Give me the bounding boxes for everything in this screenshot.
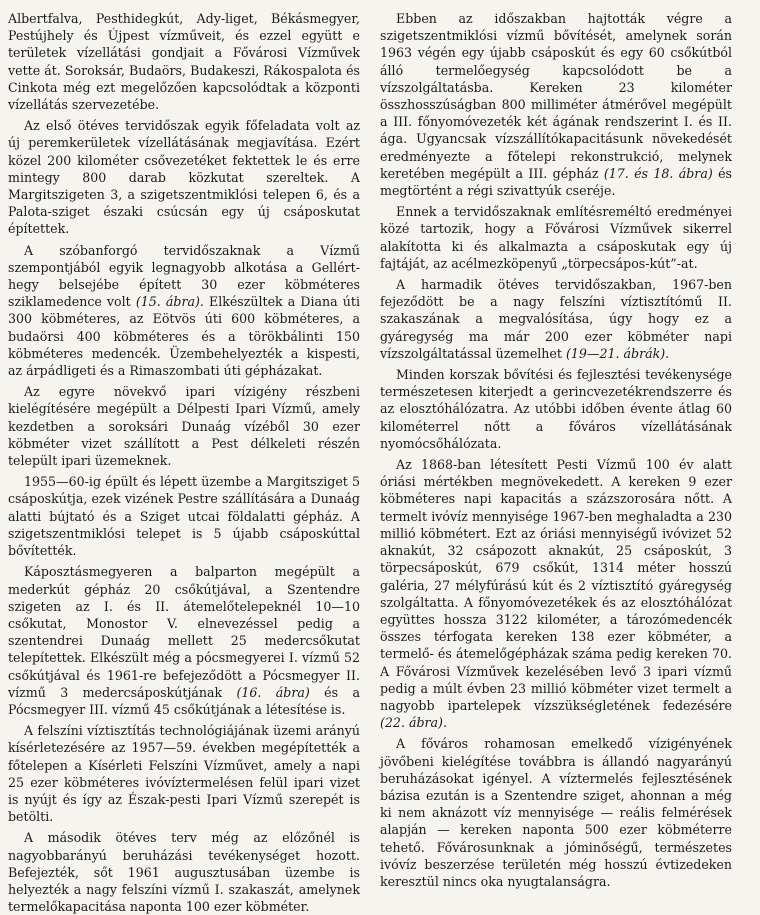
left-column	[8, 10, 360, 915]
paragraph: Albertfalva, Pesthidegkút, Ady-liget, Békásmegyer, Pestújhely és Újpest vízműveit, és ezzel együtt e területek vízellátási gondjait a Fővárosi Vízművek vette át. Soroksár, Budaörs, Budakeszi, Rákospalota és Cinkota még ezt megelőzően kapcsolódtak a központi vízellátás szervezetébe.	[8, 11, 360, 113]
paragraph: A második ötéves terv még az előzőnél is nagyobbarányú beruházási tevékenységet hozott. Befejezték, sőt 1961 augusztusában üzembe is helyezték a nagy felszíni vízmű I. szakaszát, amelynek termelőkapacitása naponta 100 ezer köbméter.	[8, 830, 360, 915]
paragraph: Ennek a tervidőszaknak említésreméltó eredményei közé tartozik, hogy a Fővárosi Vízművek sikerrel alakította ki és alkalmazta a csáposkutak egy új fajtáját, az acélmezköpenyű „törpecsápos-kút”-at.	[380, 204, 732, 271]
figure-reference: (19—21. ábrák)	[565, 345, 666, 361]
paragraph: Ebben az időszakban hajtották végre a szigetszentmiklósi vízmű bővítését, amelynek során 1963 végén egy újabb csáposkút és egy 60 csőkútból álló termelőegység kapcsolódott be a vízszolgáltatásba. Kereken 23 kilométer összhosszúságban 800 milliméter átmérővel megépült a III. főnyomóvezeték két ágának rendszerint I. és II. ága. Ugyancsak vízszállítókapacitásunk növekedését eredményezte a főtelepi rekonstrukció, melynek keretében megépült a III. gépház (17. és 18. ábra) és megtörtént a régi szivattyúk cseréje.	[380, 11, 733, 199]
paragraph: Káposztásmegyeren a balparton megépült a mederkút gépház 20 csőkútjával, a Szentendre szigeten az I. és II. átemelőtelepeknél 10—10 csőkutat, Monostor V. elnevezéssel pedig a szentendrei Dunaág mellett 25 medercsőkutat telepítettek. Elkészült még a pócsmegyerei I. vízmű 52 csőkútjával és 1961-re befejeződött a Pócsmegyer II. vízmű 3 medercsáposkútjának (16. ábra) és a Pócsmegyer III. vízmű 45 csőkútjának a létesítése is.	[8, 564, 360, 717]
paragraph: A szóbanforgó tervidőszaknak a Vízmű szempontjából egyik legnagyobb alkotása a Gellért-hegy belsejébe épített 30 ezer köbméteres sziklamedence volt (15. ábra). Elkészültek a Diana úti 300 köbméteres, az Eötvös úti 600 köbméteres, a budaörsi 400 köbméteres és a törökbálinti 150 köbméteres medencék. Üzembehelyezték a kispesti, az árpádligeti és a Rimaszombati úti gépházakat.	[8, 242, 360, 379]
right-column	[380, 10, 732, 903]
figure-reference: (16. ábra)	[236, 684, 310, 700]
paragraph: A harmadik ötéves tervidőszakban, 1967-ben fejeződött be a nagy felszíni víztisztítómű II. szakaszának a megvalósítása, úgy hogy ez a gyáregység ma már 200 ezer köbméter napi vízszolgáltatással üzemelhet (19—21. ábrák).	[380, 277, 732, 361]
paragraph: Minden korszak bővítési és fejlesztési tevékenysége természetesen kiterjedt a gerincvezetékrendszerre és az elosztóhálózatra. Az utóbbi időben évente átlag 60 kilométerrel nőtt a főváros vízellátásának nyomócsőhálózata.	[380, 367, 732, 451]
paragraph: Az első ötéves tervidőszak egyik főfeladata volt az új peremkerületek vízellátásának megjavítása. Ezért közel 200 kilométer csővezetéket fektettek le és erre mintegy 800 darab közkutat szereltek. A Margitszigeten 3, a szigetszentmiklósi telepen 6, és a Palota-sziget északi csúcsán egy új csáposkutat építettek.	[8, 118, 360, 237]
figure-reference: (22. ábra)	[380, 715, 443, 731]
paragraph: Az egyre növekvő ipari vízigény részbeni kielégítésére megépült a Délpesti Ipari Vízmű, amely kezdetben a soroksári Dunaág vízéből 30 ezer köbméter vizet szállított a Pest délkeleti részén települt ipari üzemeknek.	[8, 384, 360, 469]
paragraph: Az 1868-ban létesített Pesti Vízmű 100 év alatt óriási mértékben megnövekedett. A kereken 9 ezer köbméteres napi kapacitás a százszorosára nőtt. A termelt ivóvíz mennyisége 1967-ben meghaladta a 230 millió köbmétert. Ezt az óriási mennyiségű ivóvizet 52 aknakút, 32 csápozott aknakút, 25 csáposkút, 3 törpecsáposkút, 679 csőkút, 1314 méter hosszú galéria, 27 mélyfúrású kút és 2 víztisztító gyáregység szolgáltatta. A főnyomóvezetékek és az elosztóhálózat együttes hossza 3122 kilométer, a tározómedencék összes térfogata kereken 138 ezer köbméter, a termelő- és átemelőgépházak száma pedig kereken 70. A Fővárosi Vízművek kezelésében levő 3 ipari vízmű pedig a múlt évben 23 millió köbméter vizet termelt a nagyobb ipartelepek vízszükségletének fedezésére (22. ábra).	[380, 457, 732, 731]
paragraph: A főváros rohamosan emelkedő vízigényének jövőbeni kielégítése továbbra is állandó nagyarányú beruházásokat igényel. A víztermelés fejlesztésének bázisa ezután is a Szentendre sziget, ahonnan a még ki nem aknázott víz mennyisége — reális felmérések alapján — kereken naponta 500 ezer köbméterre tehető. Fővárosunknak a jóminőségű, természetes ivóvíz beszerzése területén még hosszú évtizedeken keresztül nincs oka nyugtalanságra.	[380, 736, 732, 889]
figure-reference: (17. és 18. ábra)	[603, 165, 713, 181]
paragraph: A felszíni víztisztítás technológiájának üzemi arányú kísérletezésére az 1957—59. években megépítették a főtelepen a Kísérleti Felszíni Vízművet, amely a napi 25 ezer köbméteres ivóvíztermelésen felül ipari vizet is nyújt és így az Észak-pesti Ipari Vízmű szerepét is betölti.	[8, 723, 360, 825]
paragraph: 1955—60-ig épült és lépett üzembe a Margitsziget 5 csáposkútja, ezek vizének Pestre szállítására a Dunaág alatti bújtató és a Sziget utcai földalatti gépház. A szigetszentmiklósi telepet is 5 újabb csáposkúttal bővítették.	[8, 474, 360, 559]
figure-reference: (15. ábra)	[135, 294, 200, 310]
